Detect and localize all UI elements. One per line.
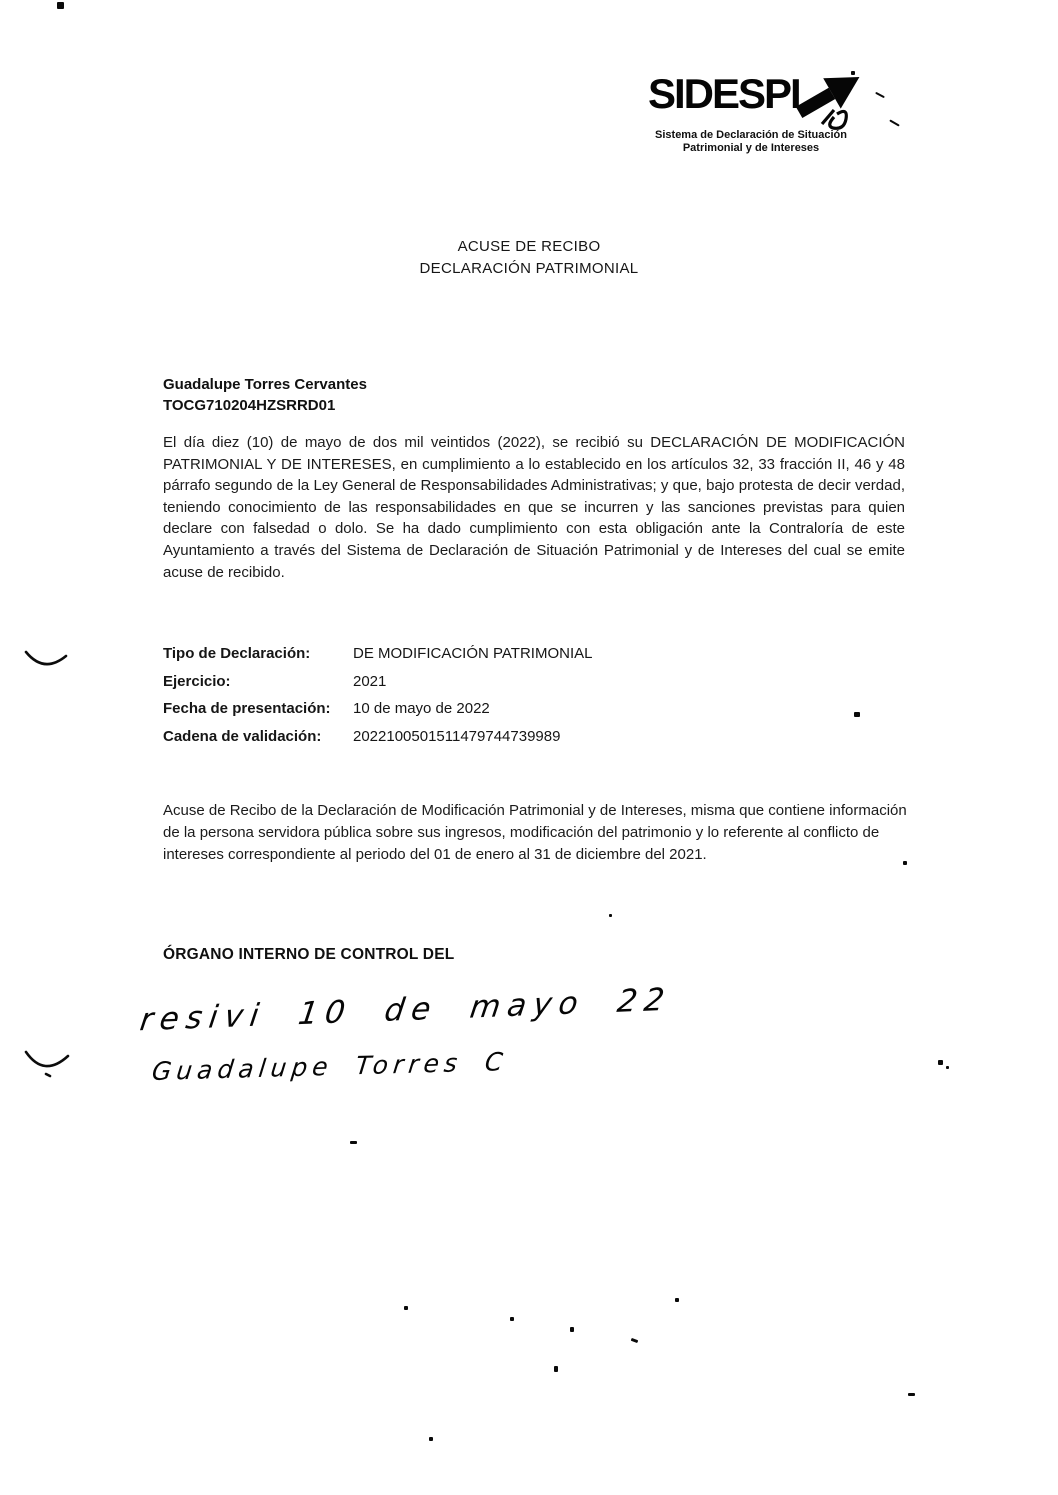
recipient-block: [163, 374, 367, 416]
scan-speck: [854, 712, 860, 717]
detail-value-tipo: DE MODIFICACIÓN PATRIMONIAL: [353, 645, 593, 662]
scan-speck: [938, 1060, 943, 1065]
detail-label-ejercicio: Ejercicio:: [163, 672, 231, 690]
acuse-description-paragraph: Acuse de Recibo de la Declaración de Modificación Patrimonial y de Intereses, misma que contiene información de la persona servidora pública sobre sus ingresos, modificación del patrimonio y lo referente al conflicto de intereses correspondiente al periodo del 01 de enero al 31 de diciembre del 2021.: [163, 802, 907, 863]
sidespi-tagline-line2: Patrimonial y de Intereses: [682, 142, 820, 154]
scan-speck: [510, 1317, 514, 1321]
scan-speck: [350, 1141, 357, 1144]
scan-speck: [57, 2, 64, 9]
document-title: [0, 236, 1058, 280]
detail-label-cadena: Cadena de validación:: [163, 727, 322, 745]
pen-curve-mark-lower: [22, 1046, 72, 1080]
sidespi-tagline: [648, 129, 854, 155]
scan-speck: [404, 1306, 408, 1310]
declaration-details: [163, 644, 592, 754]
pen-curve-mark-upper: [22, 646, 70, 676]
detail-label-fecha: Fecha de presentación:: [163, 700, 331, 717]
sidespi-logo-row: [648, 70, 863, 126]
recipient-name: Guadalupe Torres Cervantes: [163, 376, 367, 393]
scan-speck: [631, 1338, 639, 1343]
scan-speck: [908, 1393, 915, 1396]
detail-value-fecha: 10 de mayo de 2022: [353, 700, 490, 717]
detail-value-cadena: 2022100501511479744739989: [353, 727, 561, 745]
document-title-line2: DECLARACIÓN PATRIMONIAL: [419, 260, 639, 277]
detail-row-ejercicio: [163, 672, 592, 692]
sidespi-wordmark: SIDESPI: [648, 70, 800, 117]
receipt-paragraph: El día diez (10) de mayo de dos mil veintidos (2022), se recibió su DECLARACIÓN DE MODIFICACIÓN PATRIMONIAL Y DE INTERESES, en cumplimiento a lo establecido en los artículos 32, 33 fracción II, 46 y 48 párrafo segundo de la Ley General de Responsabilidades Administrativas; y que, bajo protesta de decir verdad, teniendo conocimiento de las responsabilidades en que se incurren y las sanciones previstas para quien declare con falsedad o dolo. Se ha dado cumplimiento con esta obligación ante la Contraloría de este Ayuntamiento a través del Sistema de Declaración de Situación Patrimonial y de Intereses del cual se emite acuse de recibido.: [163, 434, 905, 581]
sidespi-tagline-line1: Sistema de Declaración de Situación: [655, 129, 847, 141]
scan-speck: [889, 119, 900, 126]
scan-speck: [429, 1437, 433, 1441]
document-title-line1: ACUSE DE RECIBO: [457, 238, 601, 255]
detail-row-tipo: [163, 644, 592, 664]
scan-speck: [570, 1327, 574, 1332]
recipient-curp: TOCG710204HZSRRD01: [163, 397, 336, 414]
detail-value-ejercicio: 2021: [353, 672, 387, 690]
scan-speck: [875, 92, 885, 98]
office-heading: ÓRGANO INTERNO DE CONTROL DEL: [163, 946, 455, 963]
detail-row-fecha: [163, 699, 592, 719]
scan-speck: [903, 861, 907, 865]
detail-row-cadena: [163, 727, 592, 747]
scan-speck: [946, 1066, 949, 1069]
scan-speck: [675, 1298, 679, 1302]
handwritten-received-note: resivi 10 de mayo 22: [137, 981, 674, 1039]
scan-speck: [851, 71, 855, 75]
sidespi-logo: [648, 70, 863, 155]
detail-label-tipo: Tipo de Declaración:: [163, 645, 311, 662]
scan-speck: [609, 914, 612, 917]
handwritten-signature: Guadalupe Torres C: [150, 1046, 510, 1087]
scan-speck: [554, 1366, 558, 1372]
